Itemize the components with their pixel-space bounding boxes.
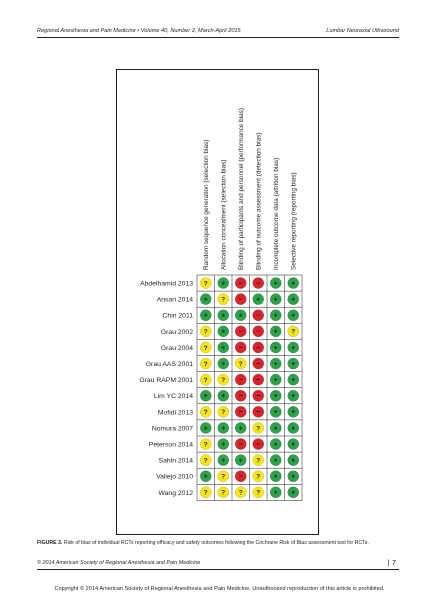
risk-rating-low bbox=[200, 310, 211, 321]
risk-rating-unclear bbox=[200, 374, 211, 385]
risk-rating-low bbox=[218, 390, 229, 401]
bias-domain-header: Selective reporting (reporting bias) bbox=[290, 172, 298, 270]
copyright-notice: Copyright © 2014 American Society of Regional Anesthesia and Pain Medicine. Unauthorized reproduction of this article is prohibited. bbox=[54, 586, 385, 592]
rating-symbol: + bbox=[291, 374, 296, 384]
risk-rating-low bbox=[270, 310, 281, 321]
study-label: Wang 2012 bbox=[158, 489, 193, 497]
risk-rating-low bbox=[288, 438, 299, 449]
risk-rating-low bbox=[270, 326, 281, 337]
rating-symbol: + bbox=[291, 487, 296, 497]
risk-rating-unclear bbox=[200, 406, 211, 417]
risk-rating-low bbox=[288, 455, 299, 466]
risk-rating-low bbox=[270, 390, 281, 401]
risk-rating-low bbox=[270, 294, 281, 305]
study-label: Peterson 2014 bbox=[148, 441, 193, 449]
rating-symbol: + bbox=[291, 310, 296, 320]
bias-domain-header: Incomplete outcome data (attrition bias) bbox=[273, 157, 281, 270]
bias-domain-header: Blinding of outcome assessment (detection bias) bbox=[255, 132, 263, 270]
rating-symbol: − bbox=[256, 310, 261, 320]
risk-rating-unclear bbox=[218, 294, 229, 305]
risk-rating-unclear bbox=[218, 487, 229, 498]
rating-symbol: + bbox=[273, 487, 278, 497]
risk-rating-low bbox=[288, 310, 299, 321]
rating-symbol: ? bbox=[291, 328, 296, 336]
risk-rating-high bbox=[235, 294, 246, 305]
risk-rating-unclear bbox=[218, 471, 229, 482]
risk-rating-low bbox=[288, 406, 299, 417]
rating-symbol: − bbox=[256, 439, 261, 449]
rating-symbol: − bbox=[238, 374, 243, 384]
rating-symbol: ? bbox=[256, 489, 261, 497]
rating-symbol: + bbox=[221, 278, 226, 288]
risk-rating-low bbox=[200, 422, 211, 433]
risk-rating-low bbox=[270, 438, 281, 449]
rating-symbol: − bbox=[256, 278, 261, 288]
rating-symbol: ? bbox=[203, 376, 208, 384]
risk-rating-low bbox=[218, 326, 229, 337]
rating-symbol: ? bbox=[221, 489, 226, 497]
risk-rating-low bbox=[270, 374, 281, 385]
rating-symbol: ? bbox=[203, 328, 208, 336]
risk-rating-low bbox=[288, 487, 299, 498]
risk-rating-low bbox=[200, 390, 211, 401]
risk-rating-unclear bbox=[218, 406, 229, 417]
rating-symbol: ? bbox=[238, 360, 243, 368]
risk-rating-unclear bbox=[288, 326, 299, 337]
risk-rating-high bbox=[235, 326, 246, 337]
study-label: Vallejo 2010 bbox=[156, 473, 193, 481]
rating-symbol: + bbox=[291, 358, 296, 368]
risk-rating-low bbox=[270, 455, 281, 466]
risk-rating-high bbox=[253, 390, 264, 401]
rating-symbol: + bbox=[273, 471, 278, 481]
risk-rating-low bbox=[270, 342, 281, 353]
rating-symbol: + bbox=[273, 342, 278, 352]
rating-symbol: + bbox=[203, 294, 208, 304]
study-label: Grau RAPM 2001 bbox=[139, 377, 193, 385]
risk-rating-high bbox=[235, 374, 246, 385]
rating-symbol: + bbox=[221, 326, 226, 336]
risk-rating-unclear bbox=[253, 422, 264, 433]
rating-symbol: − bbox=[256, 342, 261, 352]
rating-symbol: + bbox=[273, 439, 278, 449]
rating-symbol: ? bbox=[256, 457, 261, 465]
rating-symbol: ? bbox=[203, 457, 208, 465]
risk-rating-low bbox=[270, 358, 281, 369]
rating-symbol: − bbox=[238, 407, 243, 417]
rating-symbol: + bbox=[238, 455, 243, 465]
study-label: Nomura 2007 bbox=[151, 425, 193, 433]
study-label: Abdelhamid 2013 bbox=[140, 280, 193, 288]
rating-symbol: + bbox=[273, 374, 278, 384]
risk-rating-unclear bbox=[218, 374, 229, 385]
running-title: Lumbar Neuraxial Ultrasound bbox=[326, 28, 399, 34]
page-number: | 7 bbox=[387, 558, 396, 567]
risk-rating-unclear bbox=[253, 455, 264, 466]
risk-rating-low bbox=[253, 294, 264, 305]
rating-symbol: ? bbox=[203, 360, 208, 368]
rating-symbol: ? bbox=[238, 489, 243, 497]
rating-symbol: − bbox=[238, 294, 243, 304]
study-label: Mofidi 2013 bbox=[157, 409, 193, 417]
header-rule bbox=[37, 37, 399, 38]
risk-rating-high bbox=[235, 471, 246, 482]
rating-symbol: + bbox=[203, 471, 208, 481]
risk-rating-low bbox=[288, 342, 299, 353]
rating-symbol: ? bbox=[221, 376, 226, 384]
risk-rating-high bbox=[253, 406, 264, 417]
rating-symbol: − bbox=[238, 342, 243, 352]
caption-label: FIGURE 3. bbox=[37, 540, 63, 546]
risk-rating-low bbox=[218, 277, 229, 288]
rating-symbol: + bbox=[291, 391, 296, 401]
rating-symbol: ? bbox=[256, 473, 261, 481]
rating-symbol: ? bbox=[203, 280, 208, 288]
risk-rating-low bbox=[218, 438, 229, 449]
rating-symbol: ? bbox=[256, 425, 261, 433]
rating-symbol: − bbox=[256, 391, 261, 401]
rating-symbol: + bbox=[273, 407, 278, 417]
risk-rating-low bbox=[270, 406, 281, 417]
rating-symbol: + bbox=[273, 326, 278, 336]
rating-symbol: − bbox=[238, 439, 243, 449]
rating-symbol: ? bbox=[203, 489, 208, 497]
rating-symbol: + bbox=[291, 455, 296, 465]
rating-symbol: + bbox=[291, 278, 296, 288]
risk-rating-low bbox=[218, 342, 229, 353]
risk-rating-low bbox=[270, 471, 281, 482]
risk-rating-unclear bbox=[200, 277, 211, 288]
rating-symbol: ? bbox=[203, 441, 208, 449]
rating-symbol: − bbox=[256, 374, 261, 384]
rating-symbol: + bbox=[203, 391, 208, 401]
risk-rating-high bbox=[253, 326, 264, 337]
rating-symbol: + bbox=[238, 423, 243, 433]
rating-symbol: − bbox=[238, 391, 243, 401]
rating-symbol: + bbox=[291, 407, 296, 417]
running-header bbox=[0, 0, 439, 40]
risk-rating-low bbox=[270, 277, 281, 288]
rating-symbol: + bbox=[291, 471, 296, 481]
risk-rating-high bbox=[253, 277, 264, 288]
rating-symbol: + bbox=[273, 294, 278, 304]
risk-rating-high bbox=[253, 310, 264, 321]
risk-rating-low bbox=[288, 422, 299, 433]
risk-rating-unclear bbox=[235, 358, 246, 369]
rating-symbol: − bbox=[256, 326, 261, 336]
risk-rating-low bbox=[270, 422, 281, 433]
rating-symbol: + bbox=[273, 423, 278, 433]
risk-rating-unclear bbox=[235, 487, 246, 498]
risk-rating-low bbox=[288, 277, 299, 288]
footer-society: © 2014 American Society of Regional Anesthesia and Pain Medicine bbox=[37, 560, 201, 566]
risk-rating-low bbox=[270, 487, 281, 498]
risk-rating-low bbox=[235, 422, 246, 433]
rating-symbol: + bbox=[221, 455, 226, 465]
rating-symbol: + bbox=[291, 439, 296, 449]
rating-symbol: + bbox=[238, 310, 243, 320]
rating-symbol: + bbox=[221, 310, 226, 320]
rating-symbol: + bbox=[203, 423, 208, 433]
risk-rating-low bbox=[218, 455, 229, 466]
risk-rating-high bbox=[253, 358, 264, 369]
risk-rating-low bbox=[288, 471, 299, 482]
study-label: Chin 2011 bbox=[162, 312, 193, 320]
risk-rating-high bbox=[235, 406, 246, 417]
bias-domain-header: Random sequence generation (selection bias) bbox=[203, 139, 211, 270]
rating-symbol: − bbox=[256, 358, 261, 368]
rating-symbol: + bbox=[221, 439, 226, 449]
bias-domain-header: Allocation concealment (selection bias) bbox=[220, 159, 228, 270]
rating-symbol: + bbox=[273, 358, 278, 368]
risk-rating-low bbox=[200, 471, 211, 482]
risk-rating-low bbox=[288, 358, 299, 369]
rating-symbol: + bbox=[291, 342, 296, 352]
risk-rating-unclear bbox=[253, 471, 264, 482]
rating-symbol: + bbox=[256, 294, 261, 304]
risk-rating-low bbox=[288, 390, 299, 401]
rating-symbol: ? bbox=[221, 409, 226, 417]
rating-symbol: + bbox=[221, 391, 226, 401]
study-label: Ansari 2014 bbox=[156, 296, 193, 304]
rating-symbol: + bbox=[203, 310, 208, 320]
risk-rating-unclear bbox=[200, 438, 211, 449]
rating-symbol: ? bbox=[203, 344, 208, 352]
risk-rating-low bbox=[288, 294, 299, 305]
risk-rating-high bbox=[253, 374, 264, 385]
rating-symbol: ? bbox=[221, 296, 226, 304]
rating-symbol: + bbox=[273, 455, 278, 465]
risk-rating-low bbox=[200, 294, 211, 305]
risk-rating-unclear bbox=[253, 487, 264, 498]
rating-symbol: ? bbox=[221, 473, 226, 481]
rating-symbol: + bbox=[291, 423, 296, 433]
risk-rating-high bbox=[253, 342, 264, 353]
risk-rating-unclear bbox=[200, 342, 211, 353]
rating-symbol: ? bbox=[203, 409, 208, 417]
footer-rule bbox=[37, 569, 399, 570]
study-label: Grau AAS 2001 bbox=[145, 360, 193, 368]
risk-of-bias-graph bbox=[117, 70, 318, 534]
risk-of-bias-figure bbox=[116, 69, 319, 535]
study-label: Grau 2004 bbox=[160, 344, 193, 352]
caption-text: Risk of bias of individual RCTs reporting efficacy and safety outcomes following the Cochrane Risk of Bias assessment tool for RCTs. bbox=[62, 540, 369, 546]
risk-rating-high bbox=[235, 390, 246, 401]
risk-rating-high bbox=[235, 438, 246, 449]
rating-symbol: + bbox=[273, 391, 278, 401]
rating-symbol: + bbox=[291, 294, 296, 304]
rating-symbol: − bbox=[256, 407, 261, 417]
study-label: Lim YC 2014 bbox=[153, 393, 193, 401]
risk-rating-high bbox=[253, 438, 264, 449]
rating-symbol: + bbox=[221, 358, 226, 368]
rating-symbol: + bbox=[273, 278, 278, 288]
risk-rating-low bbox=[288, 374, 299, 385]
risk-rating-high bbox=[235, 342, 246, 353]
risk-rating-low bbox=[218, 310, 229, 321]
rating-symbol: − bbox=[238, 278, 243, 288]
risk-rating-unclear bbox=[200, 487, 211, 498]
risk-rating-unclear bbox=[200, 358, 211, 369]
risk-rating-low bbox=[218, 358, 229, 369]
risk-rating-low bbox=[235, 455, 246, 466]
rating-symbol: + bbox=[221, 423, 226, 433]
figure-caption bbox=[37, 540, 402, 546]
rating-symbol: + bbox=[273, 310, 278, 320]
rating-symbol: − bbox=[238, 471, 243, 481]
bias-domain-header: Blinding of participants and personnel (performance bias) bbox=[238, 108, 246, 271]
risk-rating-low bbox=[235, 310, 246, 321]
risk-rating-unclear bbox=[200, 326, 211, 337]
risk-rating-low bbox=[218, 422, 229, 433]
study-label: Grau 2002 bbox=[160, 328, 193, 336]
rating-symbol: − bbox=[238, 326, 243, 336]
rating-symbol: + bbox=[221, 342, 226, 352]
journal-citation: Regional Anesthesia and Pain Medicine • Volume 40, Number 2, March-April 2015 bbox=[37, 28, 241, 34]
risk-rating-high bbox=[235, 277, 246, 288]
study-label: Sahin 2014 bbox=[158, 457, 193, 465]
risk-rating-unclear bbox=[200, 455, 211, 466]
